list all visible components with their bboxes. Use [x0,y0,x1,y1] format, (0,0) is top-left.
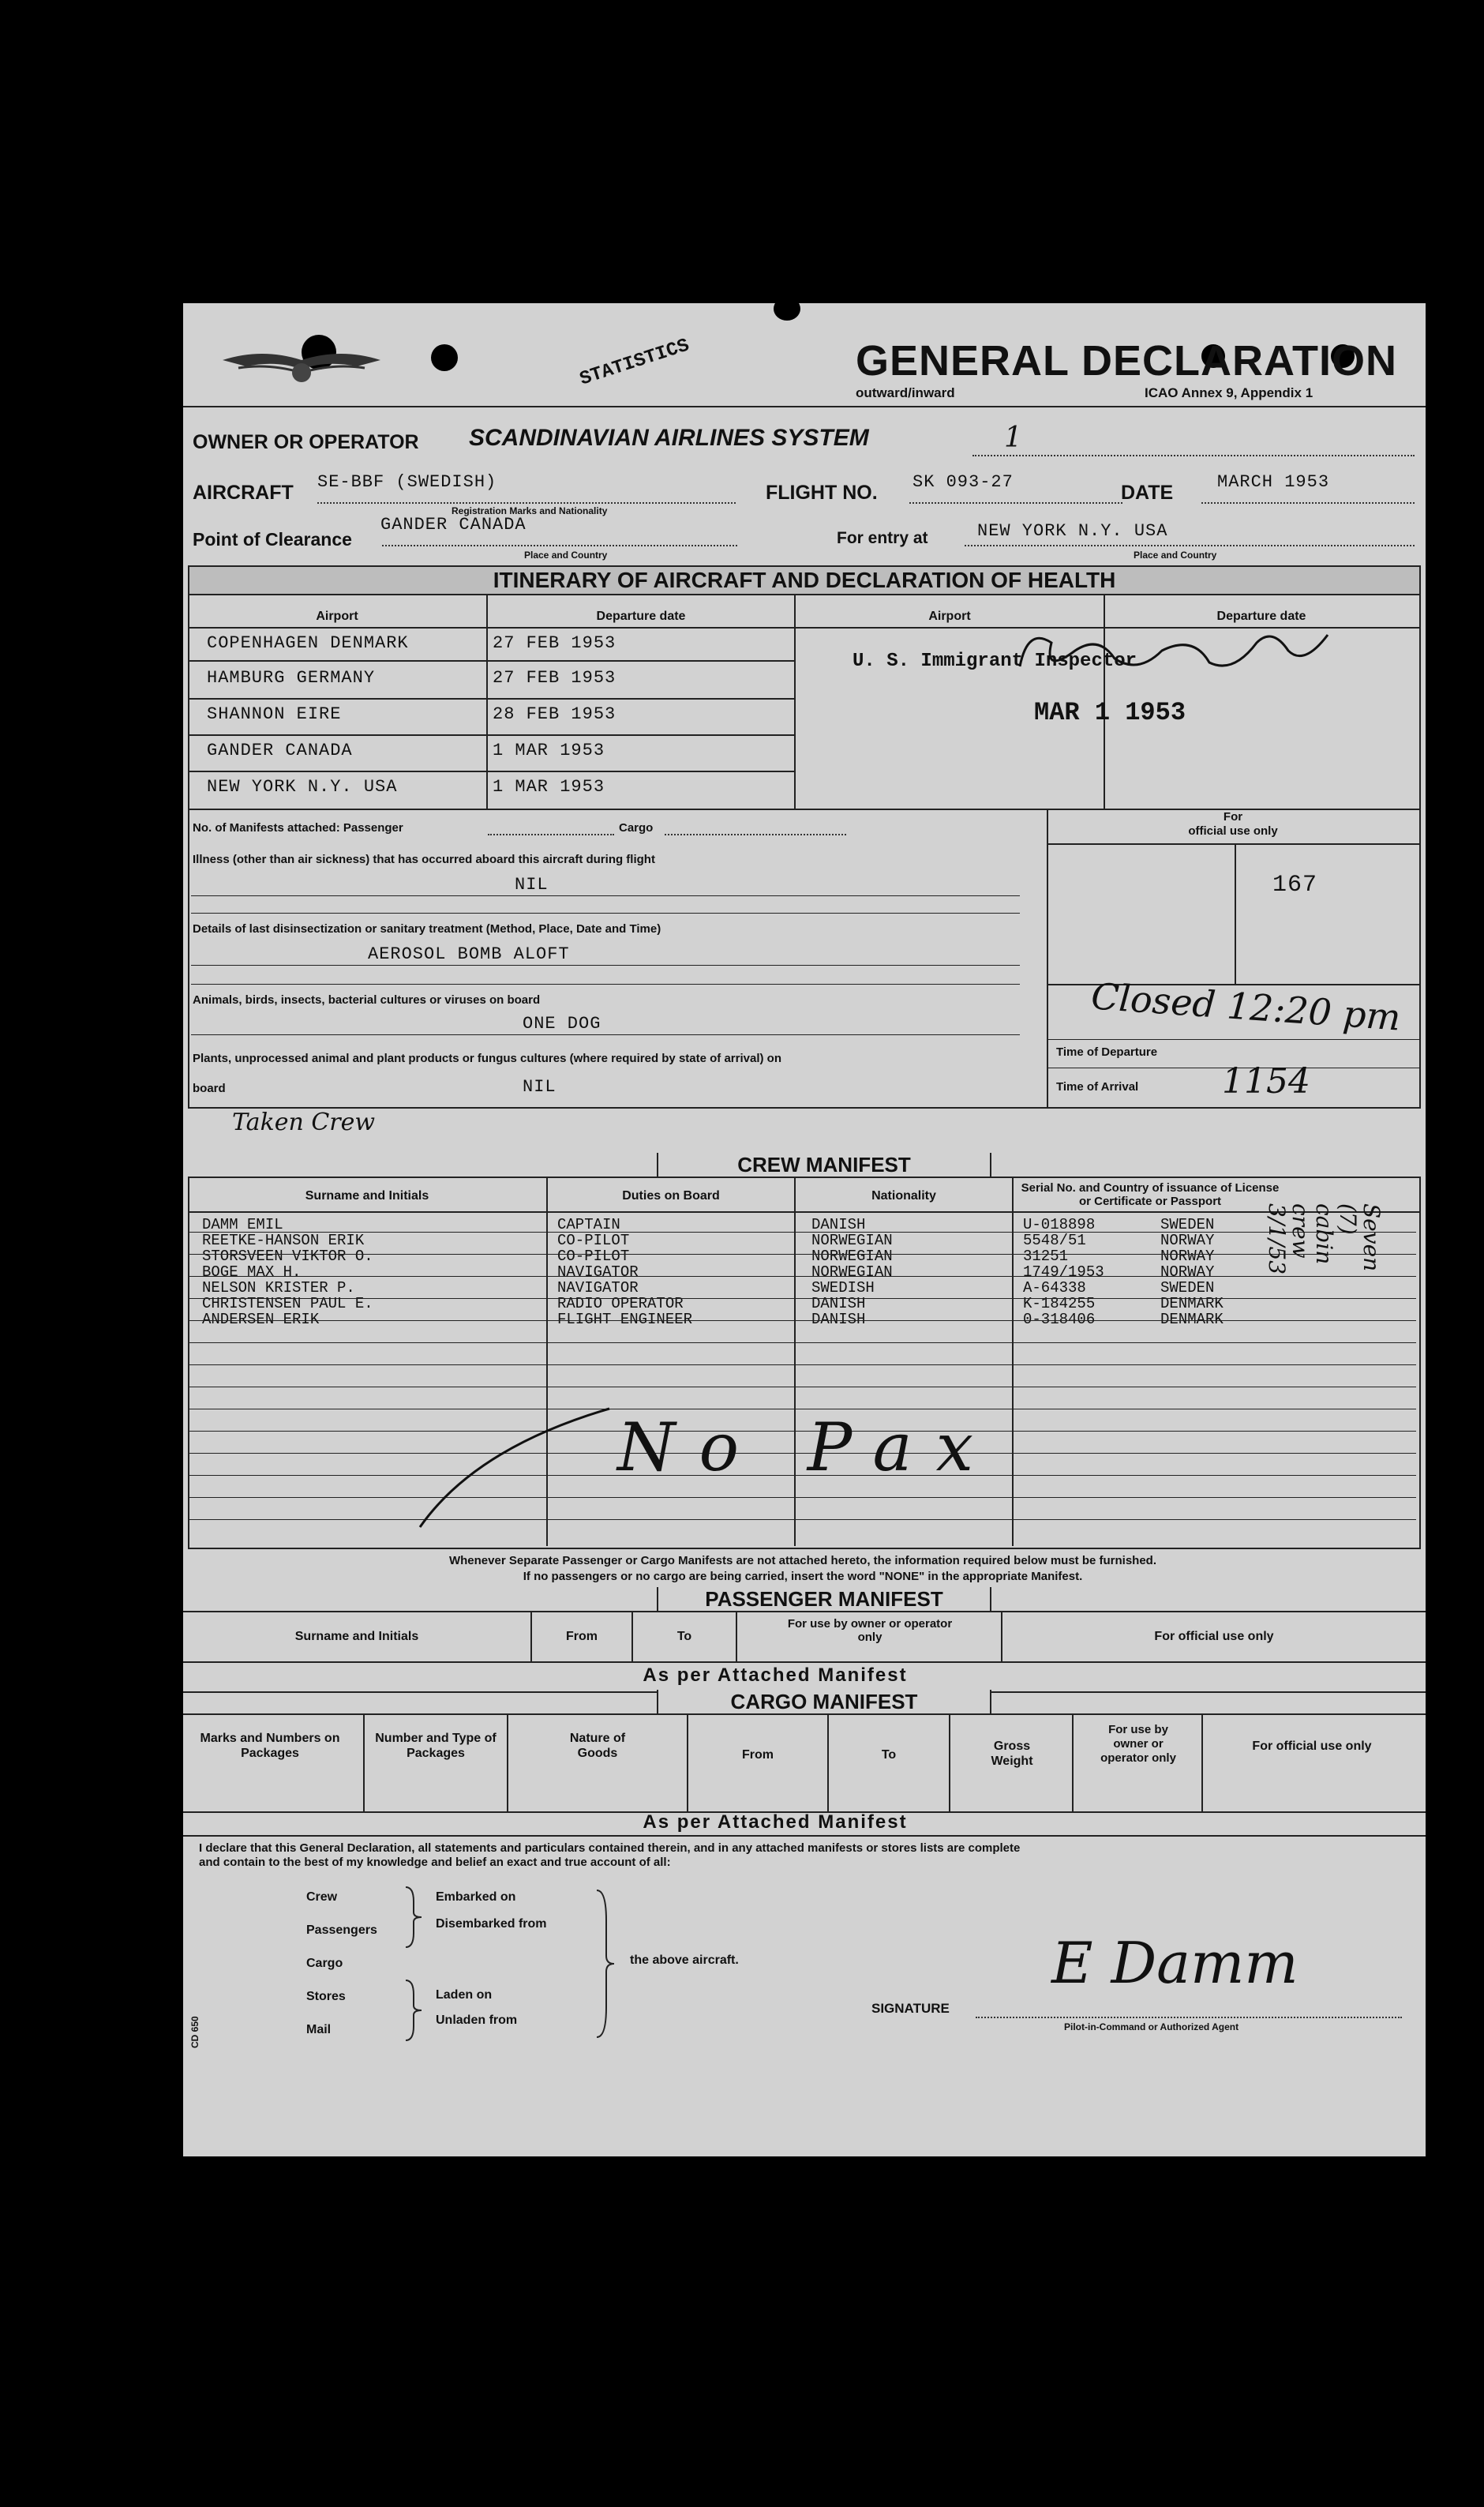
inspector-signature-icon [1004,619,1336,690]
itinerary-airport: HAMBURG GERMANY [207,668,376,688]
crew-country: SWEDEN [1160,1279,1215,1297]
crew-serial: 31251 [1023,1248,1069,1265]
departure-time-label: Time of Departure [1056,1045,1158,1059]
declaration-text-2: and contain to the best of my knowledge and belief an exact and true account of all: [199,1856,671,1869]
declaration-sheet [183,303,1426,2156]
brace-icon [594,1889,617,2039]
punch-hole [774,297,800,321]
clearance-sublabel: Place and Country [524,550,608,561]
owner-label: OWNER OR OPERATOR [193,431,419,453]
clearance-label: Point of Clearance [193,529,352,550]
crew-col-duties: Duties on Board [622,1189,720,1203]
clearance-value: GANDER CANADA [380,515,527,535]
crew-name: DAMM EMIL [202,1216,283,1233]
declaration-item: Passengers [306,1923,377,1937]
unladen-label: Unladen from [436,2013,518,2027]
aircraft-value: SE-BBF (SWEDISH) [317,472,497,492]
cargo-col-owner: For use by owner or operator only [1100,1723,1176,1765]
cargo-col-weight: Gross Weight [991,1740,1033,1768]
statistics-stamp: STATISTICS [577,335,692,391]
disinsect-value: AEROSOL BOMB ALOFT [368,944,570,964]
crew-nationality: DANISH [811,1295,866,1312]
form-subtitle: outward/inward [856,385,955,400]
entry-value: NEW YORK N.Y. USA [977,521,1168,541]
crew-serial: A-64338 [1023,1279,1086,1297]
crew-row [183,1232,1415,1248]
itinerary-date: 27 FEB 1953 [493,633,616,653]
declaration-item: Cargo [306,1957,343,1970]
arrival-time-value: 1154 [1222,1061,1310,1102]
crew-col-serial: Serial No. and Country of issuance of License or Certificate or Passport [1021,1181,1280,1208]
crew-name: BOGE MAX H. [202,1263,302,1281]
signature: E Damm [1051,1930,1298,1996]
flight-label: FLIGHT NO. [766,482,878,504]
manifests-label: No. of Manifests attached: Passenger [193,821,403,835]
crew-name: ANDERSEN ERIK [202,1311,320,1328]
crew-nationality: SWEDISH [811,1279,875,1297]
crew-country: DENMARK [1160,1295,1224,1312]
declaration-item: Stores [306,1990,346,2003]
cargo-count-label: Cargo [619,821,654,835]
declaration-item: Mail [306,2023,332,2036]
airline-logo-icon [215,343,388,390]
passenger-col-from: From [566,1630,598,1643]
official-heading-for: For [1223,810,1243,824]
passenger-col-owner: For use by owner or operator only [787,1617,953,1644]
crew-heading: CREW MANIFEST [657,1153,991,1177]
crew-nationality: NORWEGIAN [811,1248,893,1265]
itinerary-date: 28 FEB 1953 [493,704,616,724]
crew-country: NORWAY [1160,1232,1215,1249]
itinerary-col-airport-2: Airport [928,610,971,623]
form-number: CD 650 [189,2016,200,2048]
itinerary-airport: SHANNON EIRE [207,704,342,724]
passenger-heading: PASSENGER MANIFEST [657,1587,991,1611]
date-label: DATE [1121,482,1174,504]
above-aircraft-label: the above aircraft. [630,1953,739,1967]
laden-label: Laden on [436,1988,493,2002]
itinerary-date: 1 MAR 1953 [493,777,605,797]
passenger-col-surname: Surname and Initials [294,1630,419,1643]
crew-row [183,1263,1415,1279]
itinerary-col-airport: Airport [316,610,358,623]
punch-hole [431,344,458,371]
crew-handnote: Taken Crew [232,1109,376,1136]
crew-name: STORSVEEN VIKTOR O. [202,1248,373,1265]
crew-duty: NAVIGATOR [557,1263,639,1281]
crew-nationality: NORWEGIAN [811,1263,893,1281]
brace-icon [403,1979,426,2042]
notice-line-1: Whenever Separate Passenger or Cargo Manifests are not attached hereto, the information required below must be furnished. [448,1554,1157,1567]
passenger-attached: As per Attached Manifest [643,1664,908,1686]
illness-label: Illness (other than air sickness) that has occurred aboard this aircraft during flight [193,853,655,866]
cargo-col-number: Number and Type of Packages [375,1732,497,1760]
crew-col-nationality: Nationality [871,1189,936,1203]
plants-label-board: board [193,1082,226,1095]
closed-note: Closed 12:20 pm [1089,974,1403,1039]
embarked-label: Embarked on [436,1890,516,1904]
crew-nationality: DANISH [811,1216,866,1233]
itinerary-col-departure-2: Departure date [1216,610,1306,623]
cargo-col-nature: Nature of Goods [569,1732,626,1760]
signature-sublabel: Pilot-in-Command or Authorized Agent [1064,2021,1239,2032]
entry-sublabel: Place and Country [1134,550,1217,561]
animals-value: ONE DOG [523,1014,601,1034]
crew-nationality: DANISH [811,1311,866,1328]
itinerary-airport: GANDER CANADA [207,741,353,760]
passenger-col-to: To [676,1630,692,1643]
official-number: 167 [1272,872,1318,899]
date-value: MARCH 1953 [1217,472,1330,492]
crew-serial: K-184255 [1023,1295,1096,1312]
itinerary-col-departure: Departure date [596,610,686,623]
brace-icon [403,1886,426,1949]
immigration-stamp-date: MAR 1 1953 [1034,698,1186,727]
crew-nationality: NORWEGIAN [811,1232,893,1249]
owner-value: SCANDINAVIAN AIRLINES SYSTEM [469,425,869,451]
cargo-heading: CARGO MANIFEST [657,1690,991,1713]
form-reference: ICAO Annex 9, Appendix 1 [1145,385,1313,400]
crew-name: NELSON KRISTER P. [202,1279,355,1297]
crew-serial: 1749/1953 [1023,1263,1104,1281]
entry-label: For entry at [837,529,928,547]
itinerary-date: 1 MAR 1953 [493,741,605,760]
crew-serial: 5548/51 [1023,1232,1086,1249]
crew-name: REETKE-HANSON ERIK [202,1232,365,1249]
disembarked-label: Disembarked from [436,1917,547,1931]
crew-row [183,1295,1415,1311]
plants-value: NIL [523,1077,556,1097]
plants-label: Plants, unprocessed animal and plant products or fungus cultures (where required by state of arrival) on [193,1052,781,1065]
crew-row [183,1216,1415,1232]
cargo-col-marks: Marks and Numbers on Packages [200,1732,340,1760]
no-pax-note: No Pax [617,1409,997,1486]
arrival-time-label: Time of Arrival [1056,1080,1139,1094]
cargo-col-to: To [881,1748,897,1762]
declaration-text-1: I declare that this General Declaration, all statements and particulars contained therein, and in any attached manifests or stores lists are complete [199,1841,1021,1855]
aircraft-sublabel: Registration Marks and Nationality [452,505,608,516]
pen-stroke-icon [412,1401,617,1535]
immigration-stamp: U. S. Immigrant Inspector [853,651,1137,672]
crew-serial: U-018898 [1023,1216,1096,1233]
itinerary-airport: COPENHAGEN DENMARK [207,633,409,653]
crew-row [183,1311,1415,1327]
crew-duty: CO-PILOT [557,1232,630,1249]
crew-duty: CAPTAIN [557,1216,620,1233]
crew-country: NORWAY [1160,1248,1215,1265]
crew-name: CHRISTENSEN PAUL E. [202,1295,373,1312]
cargo-col-from: From [742,1748,774,1762]
itinerary-date: 27 FEB 1953 [493,668,616,688]
crew-row [183,1279,1415,1295]
animals-label: Animals, birds, insects, bacterial cultures or viruses on board [193,993,541,1007]
crew-country: SWEDEN [1160,1216,1215,1233]
crew-country: NORWAY [1160,1263,1215,1281]
cargo-attached: As per Attached Manifest [643,1811,908,1833]
aircraft-label: AIRCRAFT [193,482,294,504]
crew-country: DENMARK [1160,1311,1224,1328]
itinerary-airport: NEW YORK N.Y. USA [207,777,398,797]
cargo-col-official: For official use only [1252,1740,1372,1753]
crew-serial: 0-318406 [1023,1311,1096,1328]
official-heading: official use only [1188,824,1278,838]
passenger-col-official: For official use only [1154,1630,1274,1643]
form-title: GENERAL DECLARATION [856,337,1398,385]
crew-col-surname: Surname and Initials [305,1189,429,1203]
crew-row [183,1248,1415,1263]
crew-duty: CO-PILOT [557,1248,630,1265]
disinsect-label: Details of last disinsectization or sanitary treatment (Method, Place, Date and Time) [193,922,661,936]
signature-label: SIGNATURE [871,2001,950,2016]
crew-duty: FLIGHT ENGINEER [557,1311,693,1328]
owner-extra: 1 [1004,422,1022,454]
flight-value: SK 093-27 [913,472,1014,492]
notice-line-2: If no passengers or no cargo are being carried, insert the word "NONE" in the appropriate Manifest. [523,1570,1083,1583]
itinerary-heading: ITINERARY OF AIRCRAFT AND DECLARATION OF HEALTH [188,565,1421,595]
declaration-item: Crew [306,1890,338,1904]
crew-duty: RADIO OPERATOR [557,1295,684,1312]
crew-side-note: Seven (7) cabin crew 3/1/53 [1264,1203,1385,1275]
illness-value: NIL [515,875,549,895]
crew-duty: NAVIGATOR [557,1279,639,1297]
